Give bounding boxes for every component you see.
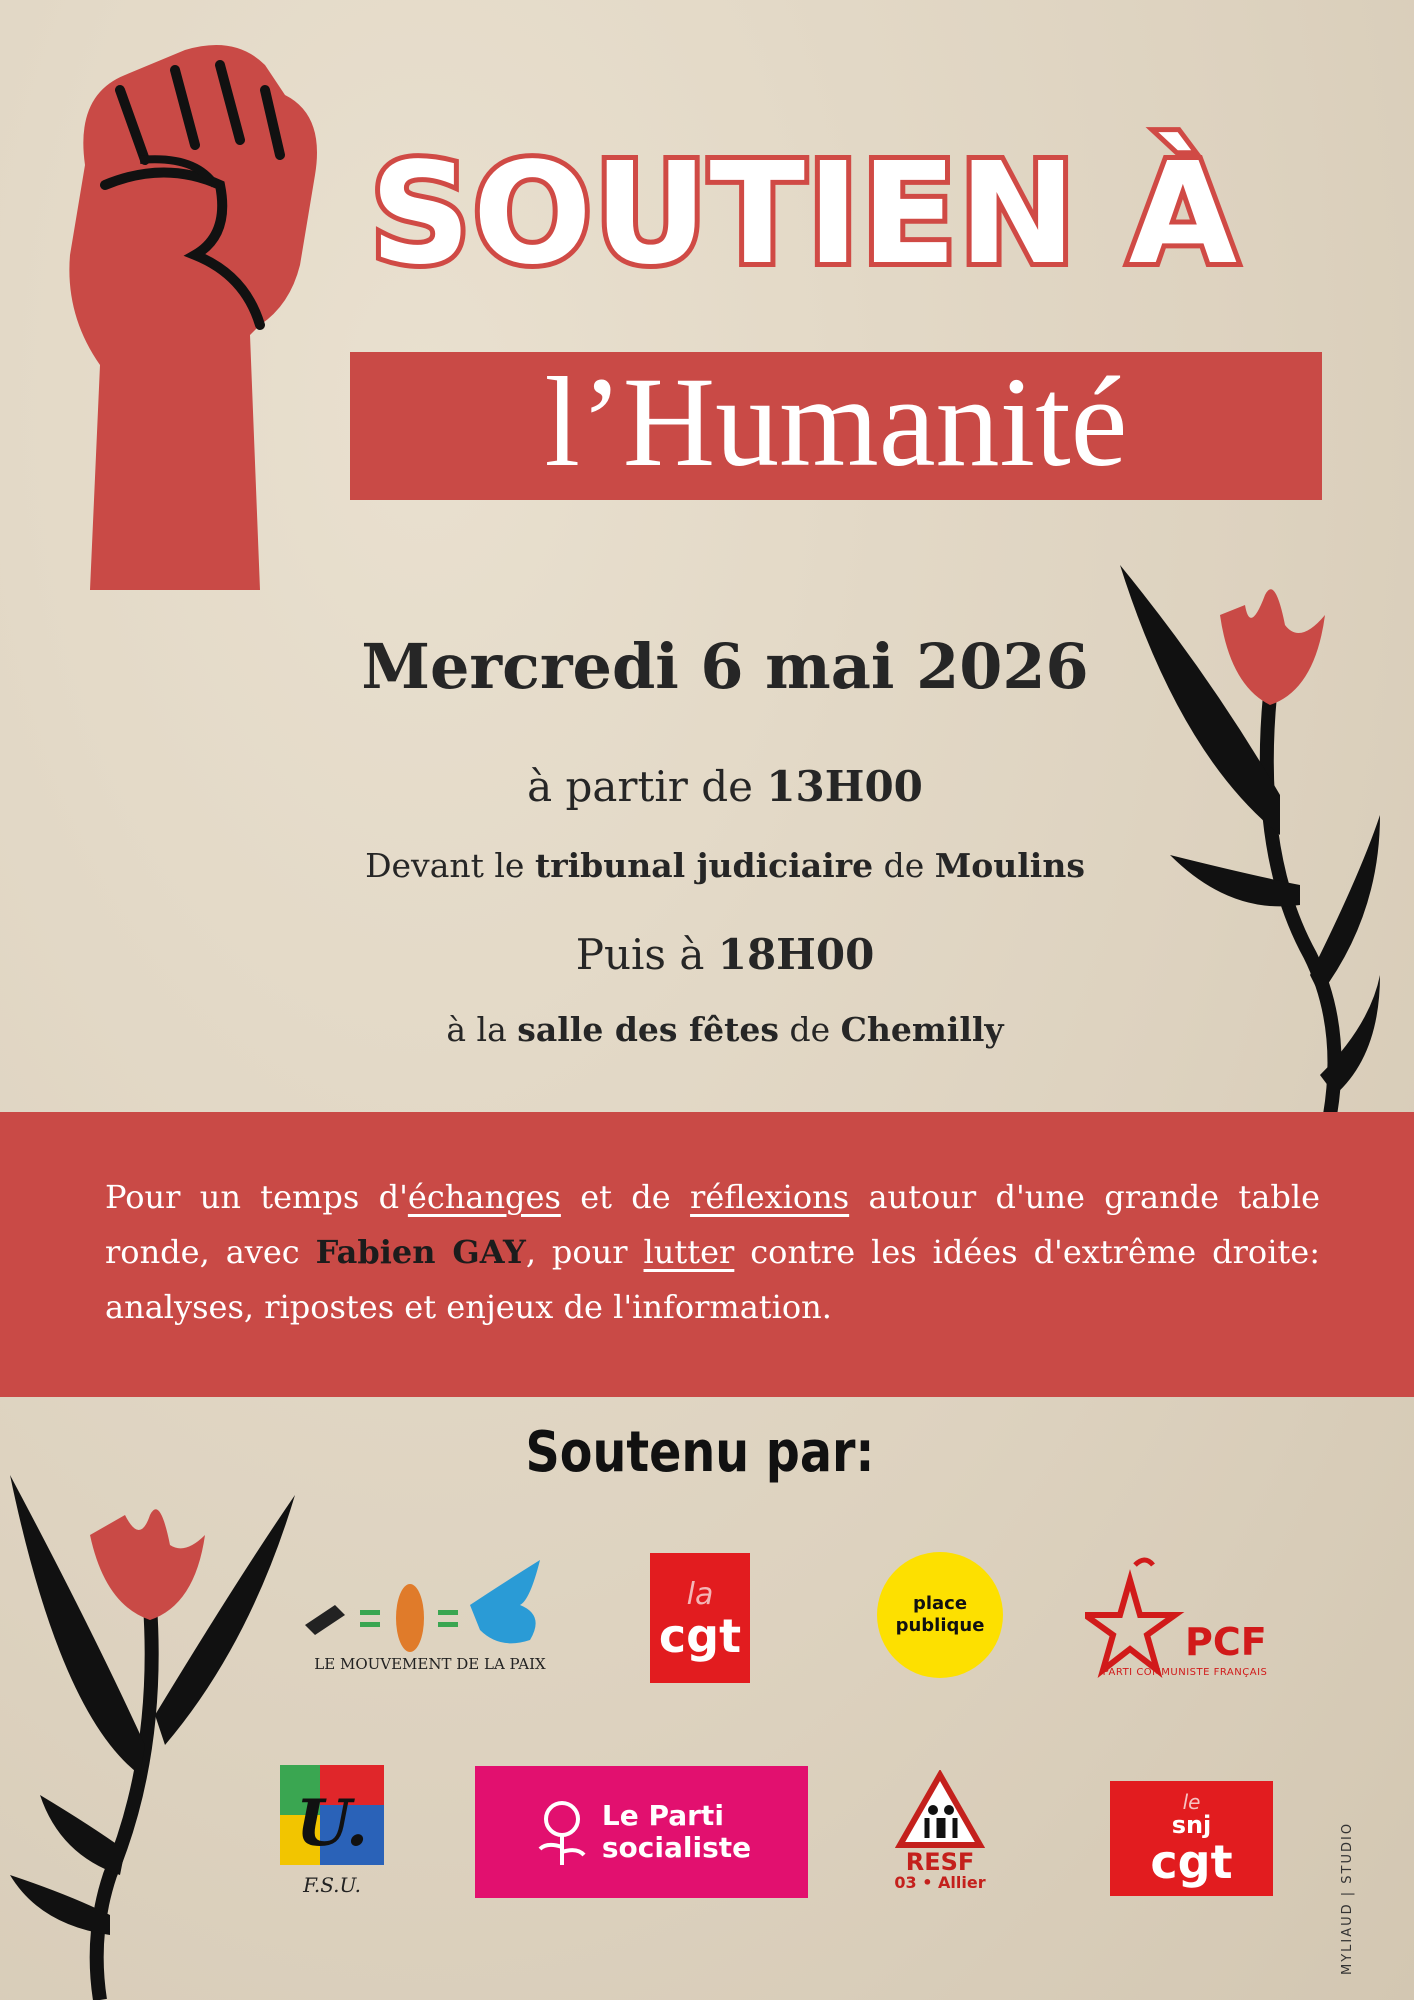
fsu-logo-icon	[280, 1765, 384, 1865]
parti-socialiste-logo: Le Parti socialiste	[475, 1766, 808, 1898]
pcf-full-name: PARTI COMMUNISTE FRANÇAIS	[1102, 1667, 1268, 1678]
first-time-line: à partir de 13H00	[527, 762, 923, 811]
cgt-logo: la cgt	[650, 1553, 750, 1683]
second-place-line: à la salle des fêtes de Chemilly	[446, 1010, 1004, 1049]
snj-cgt-logo: le snj cgt	[1110, 1781, 1273, 1896]
first-place-line: Devant le tribunal judiciaire de Moulins	[365, 846, 1085, 885]
title-line-1: SOUTIEN À	[370, 133, 1240, 296]
description-text: Pour un temps d'échanges et de réflexions autour d'une grande table ronde, avec Fabien GAY, pour lutter contre les idées d'extrême droite: analyses, ripostes et enjeux de l'information.	[105, 1178, 1321, 1326]
second-time-line: Puis à 18H00	[575, 930, 875, 979]
warning-triangle-icon	[895, 1770, 985, 1850]
pcf-acronym: PCF	[1185, 1620, 1267, 1664]
rose-icon	[532, 1797, 592, 1867]
title-line-2: l’Humanité	[544, 351, 1128, 493]
raised-fist-icon	[45, 35, 335, 595]
supporters-heading: Soutenu par:	[525, 1420, 875, 1485]
fsu-name: F.S.U.	[303, 1873, 361, 1897]
resf-logo: RESF 03 • Allier	[885, 1762, 995, 1900]
pcf-logo-icon	[1085, 1555, 1285, 1685]
event-date: Mercredi 6 mai 2026	[361, 630, 1089, 703]
tulip-left-icon	[0, 1455, 300, 2000]
fsu-letter: U.	[295, 1786, 369, 1861]
studio-credit: MYLIAUD | STUDIO	[1340, 1821, 1355, 1975]
mouvement-paix-name: LE MOUVEMENT DE LA PAIX	[314, 1655, 546, 1673]
place-publique-logo: place publique	[877, 1552, 1003, 1678]
